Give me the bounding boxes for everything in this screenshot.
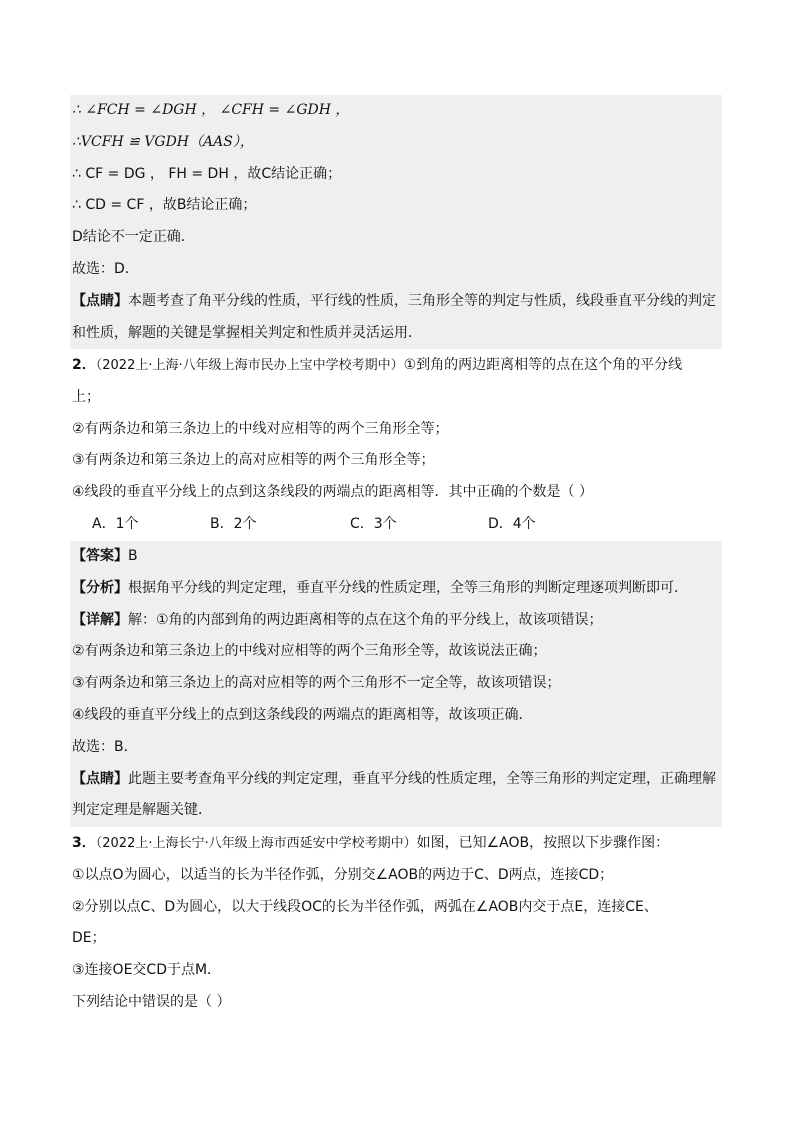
note-line-1: 【点睛】此题主要考查角平分线的判定定理，垂直平分线的性质定理，全等三角形的判定定理，正确理解 bbox=[72, 770, 716, 787]
solution-note-line-1: 【点睛】本题考查了角平分线的性质，平行线的性质，三角形全等的判定与性质，线段垂直平分线的判定 bbox=[72, 292, 716, 309]
choose-line: 故选：B． bbox=[72, 738, 138, 755]
analysis-line: 【分析】根据角平分线的判定定理，垂直平分线的性质定理，全等三角形的判断定理逐项判断即可． bbox=[72, 579, 688, 596]
option-d: D．4个 bbox=[488, 516, 536, 532]
answer-tag: 【答案】 bbox=[72, 548, 128, 564]
step-2-cont: DE； bbox=[72, 930, 106, 947]
option-a: A．1个 bbox=[92, 516, 139, 532]
question-3-stem: 3．（2022上·上海长宁·八年级上海市西延安中学校考期中）如图，已知∠AOB，按照以下步骤作图： bbox=[72, 835, 670, 851]
detail-line-4: ④线段的垂直平分线上的点到这条线段的两端点的距离相等，故该项正确． bbox=[72, 706, 533, 723]
previous-solution-block bbox=[70, 95, 722, 349]
question-3-ask: 下列结论中错误的是（ ） bbox=[72, 993, 231, 1010]
question-number: 2． bbox=[72, 357, 96, 373]
option-c: C．3个 bbox=[350, 516, 397, 532]
detail-line-2: ②有两条边和第三条边上的中线对应相等的两个三角形全等，故该说法正确； bbox=[72, 643, 547, 660]
solution-line-6: 故选：D． bbox=[72, 260, 139, 277]
detail-line-1: 【详解】解：①角的内部到角的两边距离相等的点在这个角的平分线上，故该项错误； bbox=[72, 611, 603, 628]
question-3 bbox=[70, 828, 722, 1019]
note-tag: 【点睛】 bbox=[72, 770, 128, 787]
answer-value: B bbox=[128, 548, 138, 564]
step-1: ①以点O为圆心，以适当的长为半径作弧，分别交∠AOB的两边于C、D两点，连接CD； bbox=[72, 866, 614, 883]
question-2 bbox=[70, 350, 722, 509]
statement-3: ③有两条边和第三条边上的高对应相等的两个三角形全等； bbox=[72, 452, 435, 469]
solution-note-line-2: 和性质，解题的关键是掌握相关判定和性质并灵活运用． bbox=[72, 324, 422, 341]
question-source: （2022上·上海长宁·八年级上海市西延安中学校考期中） bbox=[95, 836, 417, 851]
question-2-stem: 2．（2022上·上海·八年级上海市民办上宝中学校考期中）①到角的两边距离相等的点在这个角的平分线 bbox=[72, 357, 683, 373]
analysis-tag: 【分析】 bbox=[72, 579, 128, 596]
detail-line-3: ③有两条边和第三条边上的高对应相等的两个三角形不一定全等，故该项错误； bbox=[72, 675, 561, 692]
question-2-stem-cont: 上； bbox=[72, 388, 100, 405]
solution-line-2: ∴VCFH ≌ VGDH（AAS）， bbox=[72, 133, 254, 150]
answer-line bbox=[70, 541, 722, 573]
question-2-options bbox=[70, 509, 722, 541]
question-source: （2022上·上海·八年级上海市民办上宝中学校考期中） bbox=[95, 358, 404, 373]
solution-line-3: ∴ CF = DG ， FH = DH ，故C结论正确； bbox=[72, 165, 342, 182]
statement-4: ④线段的垂直平分线上的点到这条线段的两端点的距离相等．其中正确的个数是（ ） bbox=[72, 484, 593, 501]
question-number: 3． bbox=[72, 835, 96, 851]
detail-tag: 【详解】 bbox=[72, 611, 128, 628]
option-b: B．2个 bbox=[210, 516, 257, 532]
note-line-2: 判定定理是解题关键． bbox=[72, 802, 212, 819]
solution-line-4: ∴ CD = CF ，故B结论正确； bbox=[72, 197, 257, 214]
solution-line-1: ∴ ∠FCH = ∠DGH ， ∠CFH = ∠GDH ， bbox=[72, 102, 350, 118]
step-3: ③连接OE交CD于点M． bbox=[72, 962, 222, 979]
solution-line-5: D结论不一定正确． bbox=[72, 229, 195, 246]
statement-2: ②有两条边和第三条边上的中线对应相等的两个三角形全等； bbox=[72, 420, 449, 437]
step-2: ②分别以点C、D为圆心，以大于线段OC的长为半径作弧，两弧在∠AOB内交于点E，连接CE、 bbox=[72, 898, 658, 915]
question-2-solution-block bbox=[70, 541, 722, 827]
note-tag: 【点睛】 bbox=[72, 292, 128, 309]
